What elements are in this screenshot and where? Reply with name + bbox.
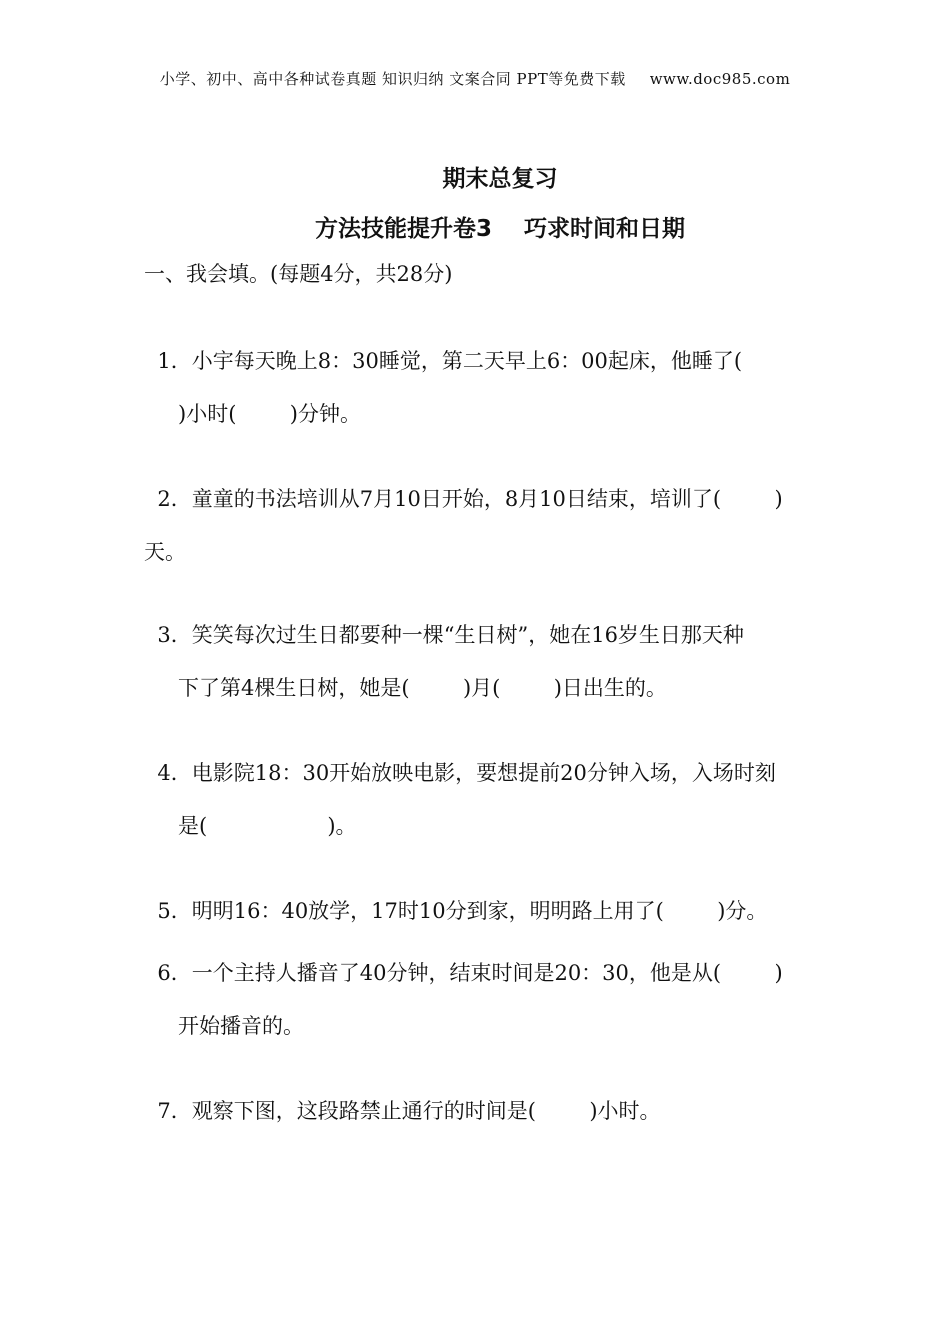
page-subtitle: 方法技能提升卷3 巧求时间和日期 <box>314 216 686 242</box>
question-number: 6． <box>157 961 192 985</box>
question-text: 电影院18：30开始放映电影，要想提前20分钟入场，入场时刻 <box>191 761 776 785</box>
question-1 <box>144 330 742 372</box>
question-number: 5． <box>157 899 192 923</box>
question-number: 3． <box>157 623 192 647</box>
question-number: 4． <box>157 761 192 785</box>
question-text: 一个主持人播音了40分钟，结束时间是20：30，他是从( ) <box>191 961 783 985</box>
header-text: 小学、初中、高中各种试卷真题 知识归纳 文案合同 PPT等免费下载 <box>159 70 626 88</box>
question-text: 童童的书法培训从7月10日开始，8月10日结束，培训了( ) <box>191 487 783 511</box>
question-2 <box>144 468 783 510</box>
question-4-continuation: 是( )。 <box>178 814 357 838</box>
section-heading: 一、我会填。(每题4分，共28分) <box>144 262 453 286</box>
question-4 <box>144 742 776 784</box>
question-text: 小宇每天晚上8：30睡觉，第二天早上6：00起床，他睡了( <box>191 349 743 373</box>
question-text: 明明16：40放学，17时10分到家，明明路上用了( )分。 <box>191 899 768 923</box>
question-2-continuation: 天。 <box>144 540 186 564</box>
header-site: www.doc985.com <box>649 70 791 88</box>
question-text: 观察下图，这段路禁止通行的时间是( )小时。 <box>191 1099 661 1123</box>
question-text: 笑笑每次过生日都要种一棵“生日树”，她在16岁生日那天种 <box>191 623 744 647</box>
question-7 <box>144 1080 661 1122</box>
question-6-continuation: 开始播音的。 <box>178 1014 304 1038</box>
question-number: 7． <box>157 1099 192 1123</box>
question-number: 2． <box>157 487 192 511</box>
question-3-continuation: 下了第4棵生日树，她是( )月( )日出生的。 <box>178 676 667 700</box>
question-1-continuation: )小时( )分钟。 <box>178 402 361 426</box>
page-header <box>0 68 950 89</box>
question-3 <box>144 604 744 646</box>
question-5 <box>144 880 767 922</box>
page-title: 期末总复习 <box>442 166 558 192</box>
question-number: 1． <box>157 349 192 373</box>
question-6 <box>144 942 783 984</box>
